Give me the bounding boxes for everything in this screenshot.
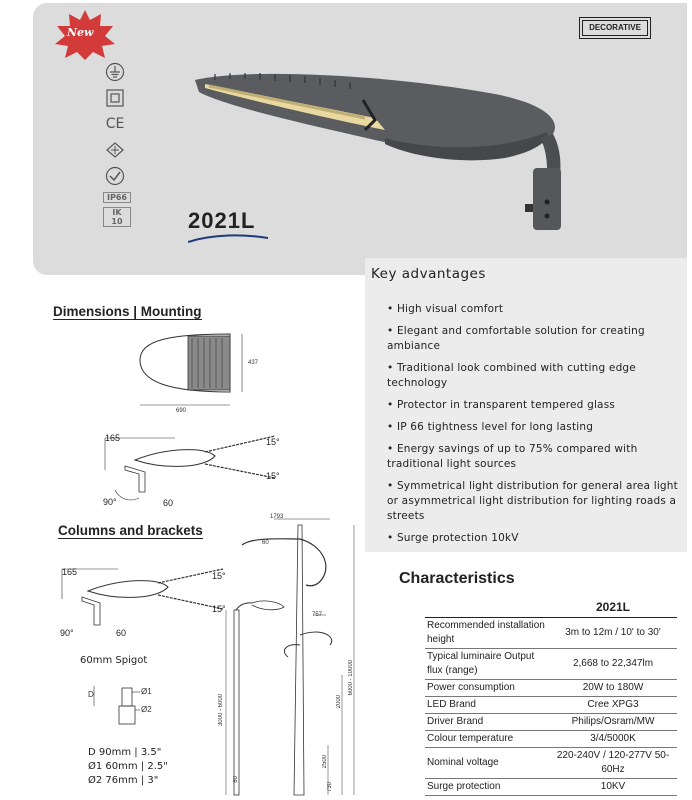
spigot-drawing	[86, 680, 166, 728]
side-offset-dim: 165	[105, 433, 121, 443]
spigot-d-label: D	[88, 690, 94, 699]
certification-icons	[103, 62, 131, 231]
bracket-offset-dim: 165	[62, 567, 78, 577]
dim-line: Ø2 76mm | 3"	[88, 775, 159, 786]
spigot-phi1-label: Ø1	[141, 687, 152, 696]
length-dim: 690	[176, 408, 187, 414]
advantage-item: • Traditional look combined with cutting edge technology	[387, 361, 683, 391]
columns-title: Columns and brackets	[58, 523, 203, 538]
height-left-dim: 3000 - 6000	[218, 694, 224, 727]
side-view-drawing	[95, 430, 295, 510]
row-value: 10KV	[549, 779, 677, 796]
advantages-list	[387, 302, 683, 553]
bracket-angle-bottom: 90°	[60, 628, 74, 638]
base-left-dim: 80	[233, 776, 239, 783]
table-row	[425, 779, 677, 796]
row-value: 3m to 12m / 10' to 30'	[549, 618, 677, 649]
double-insulation-icon	[103, 88, 127, 107]
table-row	[425, 697, 677, 714]
characteristics-title: Characteristics	[399, 570, 515, 587]
row-value: 20W to 180W	[549, 680, 677, 697]
angle-upper: 15°	[266, 437, 280, 447]
ce-mark-icon: CE	[105, 115, 125, 132]
table-row	[425, 731, 677, 748]
spigot-dimensions	[88, 746, 168, 788]
table-row	[425, 649, 677, 680]
model-name: 2021L	[188, 208, 256, 233]
arm-dim: 757	[312, 612, 323, 618]
row-label: Driver Brand	[425, 714, 549, 731]
top-view-drawing	[130, 330, 270, 410]
row-value: Philips/Osram/MW	[549, 714, 677, 731]
ik-rating: IK 10	[103, 207, 131, 227]
row-value: 3/4/5000K	[549, 731, 677, 748]
table-row	[425, 680, 677, 697]
row-value: 2,668 to 22,347lm	[549, 649, 677, 680]
row-label: Nominal voltage	[425, 748, 549, 779]
row-label: LED Brand	[425, 697, 549, 714]
bracket-angle-lower: 15°	[212, 604, 226, 614]
angle-bottom: 90°	[103, 497, 117, 507]
sub-height2-dim: 2500	[322, 755, 328, 769]
width-dim: 437	[248, 360, 259, 366]
row-label: Recommended installation height	[425, 618, 549, 649]
key-advantages-title: Key advantages	[371, 266, 486, 282]
poles-drawing	[222, 515, 372, 800]
key-advantages-panel	[365, 258, 687, 552]
advantage-item: • High visual comfort	[387, 302, 683, 317]
row-label: Typical luminaire Output flux (range)	[425, 649, 549, 680]
bracket-width-dim: 1793	[270, 514, 284, 520]
check-mark-icon	[103, 166, 127, 185]
dimensions-title: Dimensions | Mounting	[53, 304, 202, 319]
height-main-dim: 6000 - 10000	[348, 660, 354, 696]
bracket-side-drawing	[58, 565, 238, 637]
dim-line: Ø1 60mm | 2.5"	[88, 761, 168, 772]
sub-height-dim: 2000	[336, 695, 342, 709]
table-row	[425, 714, 677, 731]
bracket-spigot-dim: 60	[116, 628, 127, 638]
base-right-dim: 730	[327, 782, 333, 793]
advantage-item: • Surge protection 10kV	[387, 531, 683, 546]
spigot-dim: 60	[163, 498, 174, 508]
dim-line: D 90mm | 3.5"	[88, 747, 162, 758]
new-badge: New	[67, 26, 94, 39]
row-label: Colour temperature	[425, 731, 549, 748]
table-header-model: 2021L	[549, 598, 677, 618]
table-header-blank	[425, 598, 549, 618]
row-label: Power consumption	[425, 680, 549, 697]
bracket-small-dim: 60	[262, 540, 269, 546]
model-swoosh	[188, 234, 268, 244]
row-label: Surge protection	[425, 779, 549, 796]
decorative-tag: DECORATIVE	[579, 17, 651, 39]
ip-rating: IP66	[103, 192, 131, 203]
bracket-angle-upper: 15°	[212, 571, 226, 581]
row-value: Cree XPG3	[549, 697, 677, 714]
row-value: 220-240V / 120-277V 50-60Hz	[549, 748, 677, 779]
advantage-item: • Symmetrical light distribution for general area light or asymmetrical light distribution for lighting roads a streets	[387, 479, 683, 524]
advantage-item: • Energy savings of up to 75% compared with traditional light sources	[387, 442, 683, 472]
characteristics-table	[425, 598, 677, 796]
spigot-label: 60mm Spigot	[80, 655, 148, 666]
enec-icon	[103, 140, 127, 159]
advantage-item: • IP 66 tightness level for long lasting	[387, 420, 683, 435]
advantage-item: • Elegant and comfortable solution for creating ambiance	[387, 324, 683, 354]
protective-earth-icon	[103, 62, 127, 81]
spigot-phi2-label: Ø2	[141, 705, 152, 714]
table-row	[425, 618, 677, 649]
table-row	[425, 748, 677, 779]
angle-lower: 15°	[266, 471, 280, 481]
advantage-item: • Protector in transparent tempered glass	[387, 398, 683, 413]
